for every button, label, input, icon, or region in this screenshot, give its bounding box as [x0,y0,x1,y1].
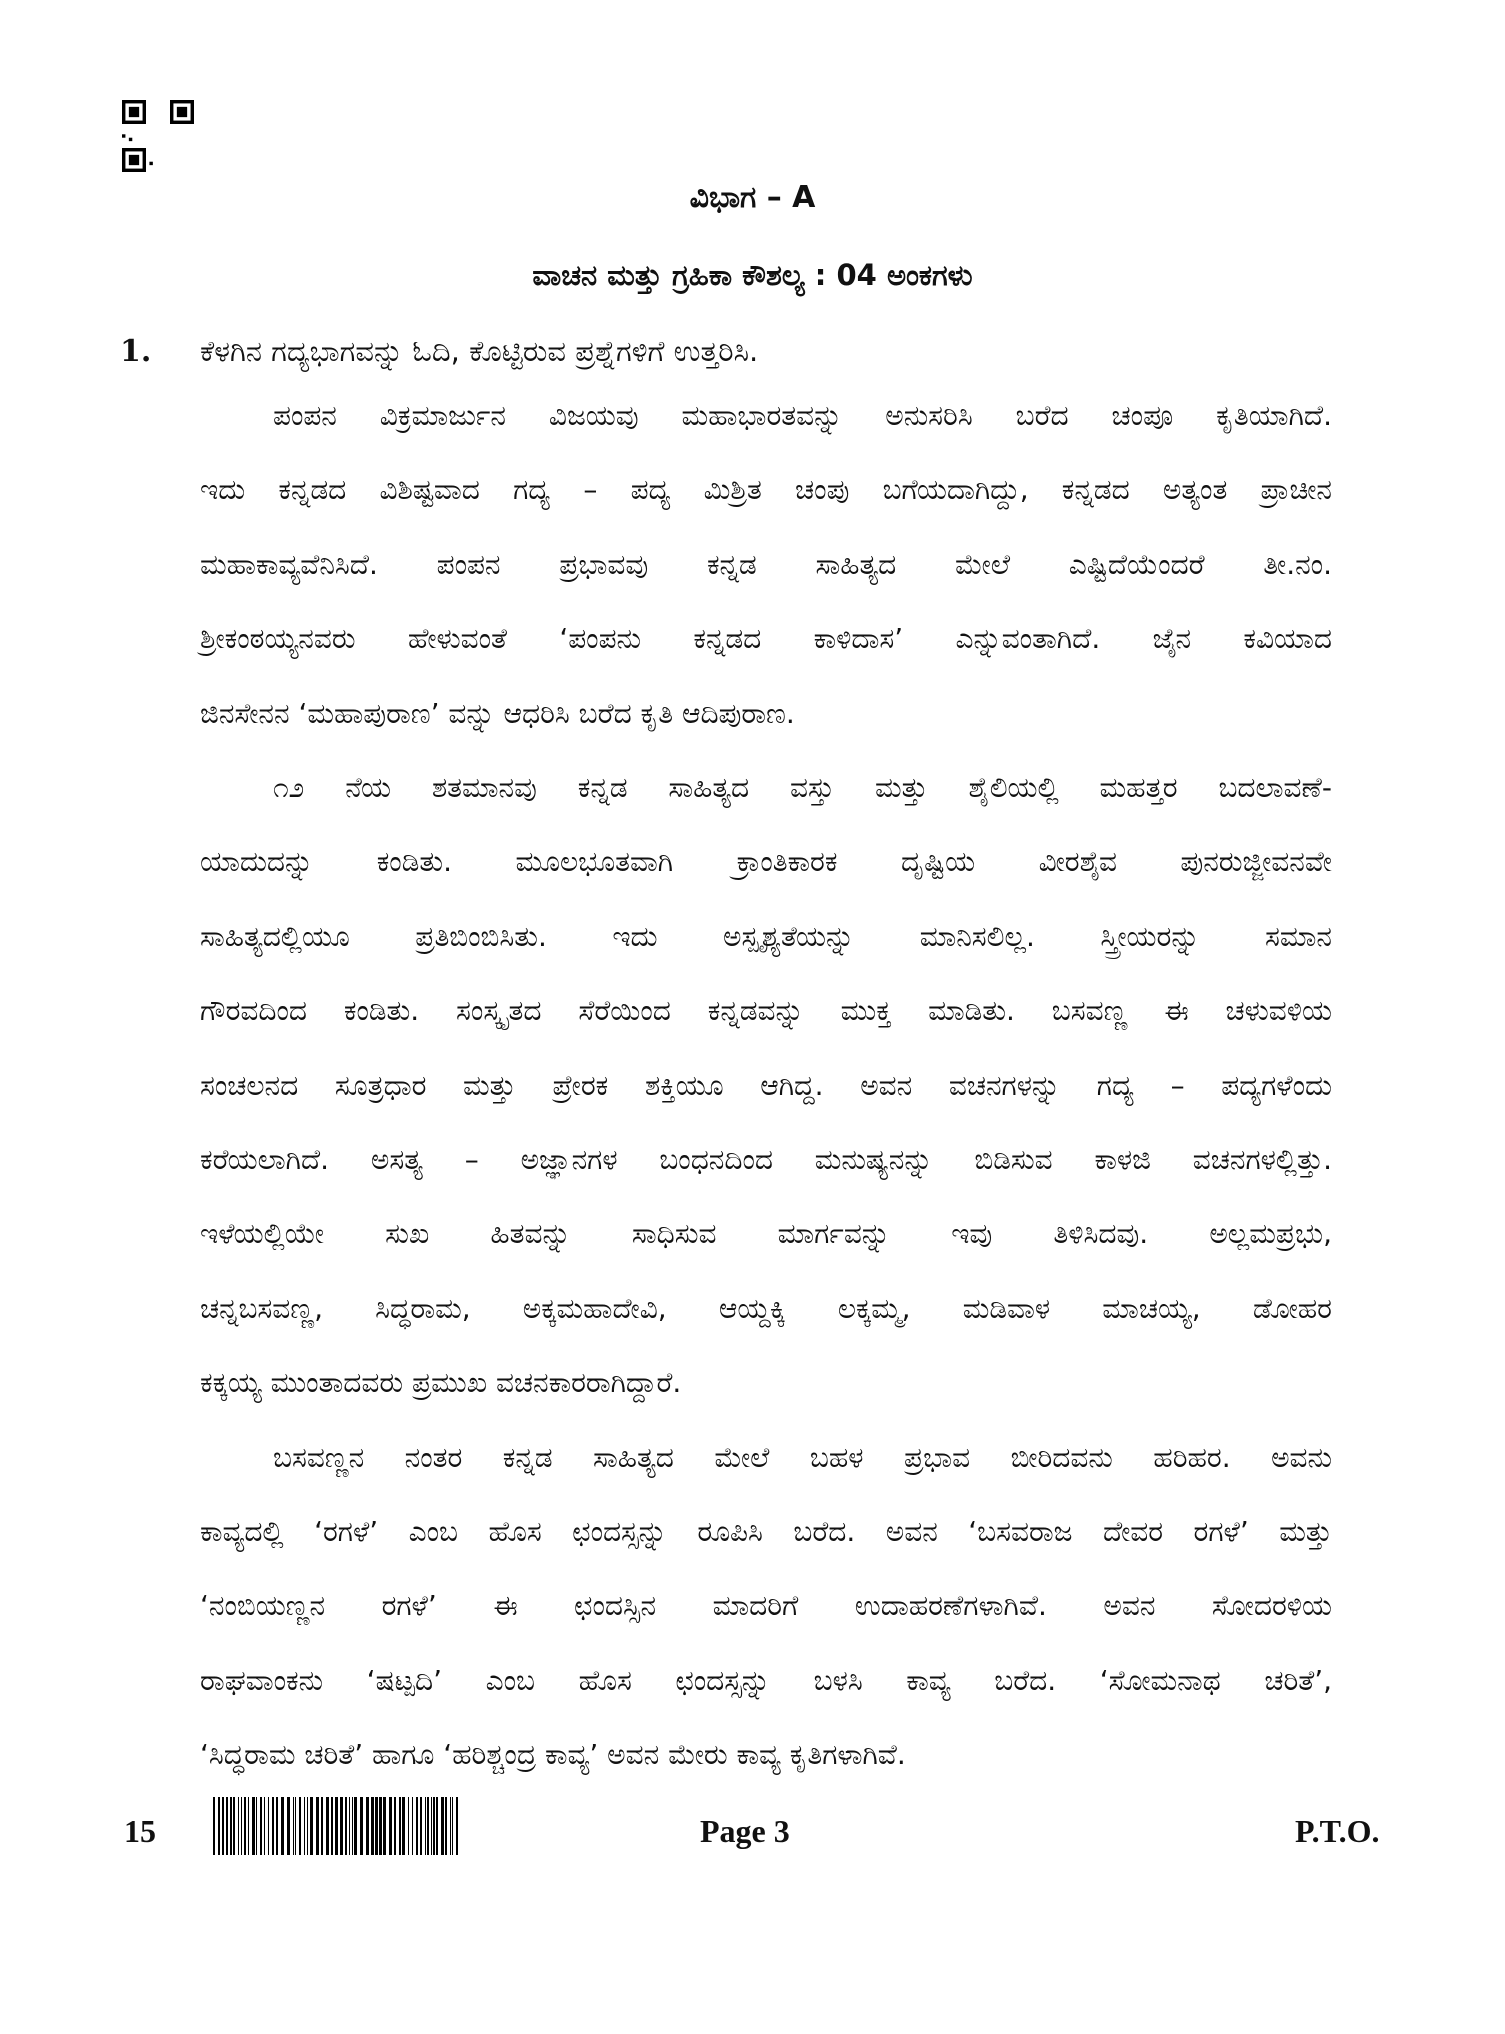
question-instruction: ಕೆಳಗಿನ ಗದ್ಯಭಾಗವನ್ನು ಓದಿ, ಕೊಟ್ಟಿರುವ ಪ್ರಶ್ನೆಗಳಿಗೆ ಉತ್ತರಿಸಿ. [200,334,759,368]
qr-code-icon [122,100,194,172]
passage-line: ೧೨ ನೆಯ ಶತಮಾನವು ಕನ್ನಡ ಸಾಹಿತ್ಯದ ವಸ್ತು ಮತ್ತು ಶೈಲಿಯಲ್ಲಿ ಮಹತ್ತರ ಬದಲಾವಣೆ- [273,771,1332,804]
passage-line: ರಾಘವಾಂಕನು ‘ಷಟ್ಪದಿ’ ಎಂಬ ಹೊಸ ಛಂದಸ್ಸನ್ನು ಬಳಸಿ ಕಾವ್ಯ ಬರೆದ. ‘ಸೋಮನಾಥ ಚರಿತೆ’, [200,1663,1332,1697]
passage-line: ಗೌರವದಿಂದ ಕಂಡಿತು. ಸಂಸ್ಕೃತದ ಸೆರೆಯಿಂದ ಕನ್ನಡವನ್ನು ಮುಕ್ತ ಮಾಡಿತು. ಬಸವಣ್ಣ ಈ ಚಳುವಳಿಯ [200,994,1332,1028]
paper-code: 15 [124,1813,156,1849]
passage-line: ಸಾಹಿತ್ಯದಲ್ಲಿಯೂ ಪ್ರತಿಬಿಂಬಿಸಿತು. ಇದು ಅಸ್ಪೃಶ್ಯತೆಯನ್ನು ಮಾನಿಸಲಿಲ್ಲ. ಸ್ತ್ರೀಯರನ್ನು ಸಮಾನ [200,919,1332,953]
barcode-icon [213,1797,461,1855]
passage-line: ಕಾವ್ಯದಲ್ಲಿ ‘ರಗಳೆ’ ಎಂಬ ಹೊಸ ಛಂದಸ್ಸನ್ನು ರೂಪಿಸಿ ಬರೆದ. ಅವನ ‘ಬಸವರಾಜ ದೇವರ ರಗಳೆ’ ಮತ್ತು [200,1515,1332,1548]
question-number: 1. [120,334,152,369]
passage-line: ಇಳೆಯಲ್ಲಿಯೇ ಸುಖ ಹಿತವನ್ನು ಸಾಧಿಸುವ ಮಾರ್ಗವನ್ನು ಇವು ತಿಳಿಸಿದವು. ಅಲ್ಲಮಪ್ರಭು, [200,1217,1332,1251]
passage-line: ‘ಸಿದ್ಧರಾಮ ಚರಿತೆ’ ಹಾಗೂ ‘ಹರಿಶ್ಚಂದ್ರ ಕಾವ್ಯ’ ಅವನ ಮೇರು ಕಾವ್ಯ ಕೃತಿಗಳಾಗಿವೆ. [200,1738,906,1772]
passage-line: ಯಾದುದನ್ನು ಕಂಡಿತು. ಮೂಲಭೂತವಾಗಿ ಕ್ರಾಂತಿಕಾರಕ ದೃಷ್ಟಿಯ ವೀರಶೈವ ಪುನರುಜ್ಜೀವನವೇ [200,845,1332,879]
page-number: Page 3 [700,1813,790,1849]
section-subtitle: ವಾಚನ ಮತ್ತು ಗ್ರಹಿಕಾ ಕೌಶಲ್ಯ : 04 ಅಂಕಗಳು [532,258,973,292]
passage-line: ಜಿನಸೇನನ ‘ಮಹಾಪುರಾಣ’ ವನ್ನು ಆಧರಿಸಿ ಬರೆದ ಕೃತಿ ಆದಿಪುರಾಣ. [200,696,795,730]
passage-line: ಬಸವಣ್ಣನ ನಂತರ ಕನ್ನಡ ಸಾಹಿತ್ಯದ ಮೇಲೆ ಬಹಳ ಪ್ರಭಾವ ಬೀರಿದವನು ಹರಿಹರ. ಅವನು [273,1440,1332,1474]
passage-line: ಕಕ್ಕಯ್ಯ ಮುಂತಾದವರು ಪ್ರಮುಖ ವಚನಕಾರರಾಗಿದ್ದಾರೆ. [200,1366,682,1400]
passage-line: ಸಂಚಲನದ ಸೂತ್ರಧಾರ ಮತ್ತು ಪ್ರೇರಕ ಶಕ್ತಿಯೂ ಆಗಿದ್ದ. ಅವನ ವಚನಗಳನ್ನು ಗದ್ಯ – ಪದ್ಯಗಳೆಂದು [200,1068,1332,1102]
passage-line: ‘ನಂಬಿಯಣ್ಣನ ರಗಳೆ’ ಈ ಛಂದಸ್ಸಿನ ಮಾದರಿಗೆ ಉದಾಹರಣೆಗಳಾಗಿವೆ. ಅವನ ಸೋದರಳಿಯ [200,1589,1332,1623]
passage-line: ಚನ್ನಬಸವಣ್ಣ, ಸಿದ್ಧರಾಮ, ಅಕ್ಕಮಹಾದೇವಿ, ಆಯ್ದಕ್ಕಿ ಲಕ್ಕಮ್ಮ, ಮಡಿವಾಳ ಮಾಚಯ್ಯ, ಡೋಹರ [200,1291,1332,1325]
passage-line: ಕರೆಯಲಾಗಿದೆ. ಅಸತ್ಯ – ಅಜ್ಞಾನಗಳ ಬಂಧನದಿಂದ ಮನುಷ್ಯನನ್ನು ಬಿಡಿಸುವ ಕಾಳಜಿ ವಚನಗಳಲ್ಲಿತ್ತು. [200,1143,1332,1176]
passage-line: ಶ್ರೀಕಂಠಯ್ಯನವರು ಹೇಳುವಂತೆ ‘ಪಂಪನು ಕನ್ನಡದ ಕಾಳಿದಾಸ’ ಎನ್ನುವಂತಾಗಿದೆ. ಜೈನ ಕವಿಯಾದ [200,622,1332,656]
passage-line: ಇದು ಕನ್ನಡದ ವಿಶಿಷ್ಟವಾದ ಗದ್ಯ – ಪದ್ಯ ಮಿಶ್ರಿತ ಚಂಪು ಬಗೆಯದಾಗಿದ್ದು, ಕನ್ನಡದ ಅತ್ಯಂತ ಪ್ರಾಚೀನ [200,473,1332,507]
passage-line: ಮಹಾಕಾವ್ಯವೆನಿಸಿದೆ. ಪಂಪನ ಪ್ರಭಾವವು ಕನ್ನಡ ಸಾಹಿತ್ಯದ ಮೇಲೆ ಎಷ್ಟಿದೆಯೆಂದರೆ ತೀ.ನಂ. [200,547,1332,581]
passage-line: ಪಂಪನ ವಿಕ್ರಮಾರ್ಜುನ ವಿಜಯವು ಮಹಾಭಾರತವನ್ನು ಅನುಸರಿಸಿ ಬರೆದ ಚಂಪೂ ಕೃತಿಯಾಗಿದೆ. [273,399,1332,432]
section-title: ವಿಭಾಗ – A [689,180,816,215]
please-turn-over: P.T.O. [1295,1813,1380,1849]
